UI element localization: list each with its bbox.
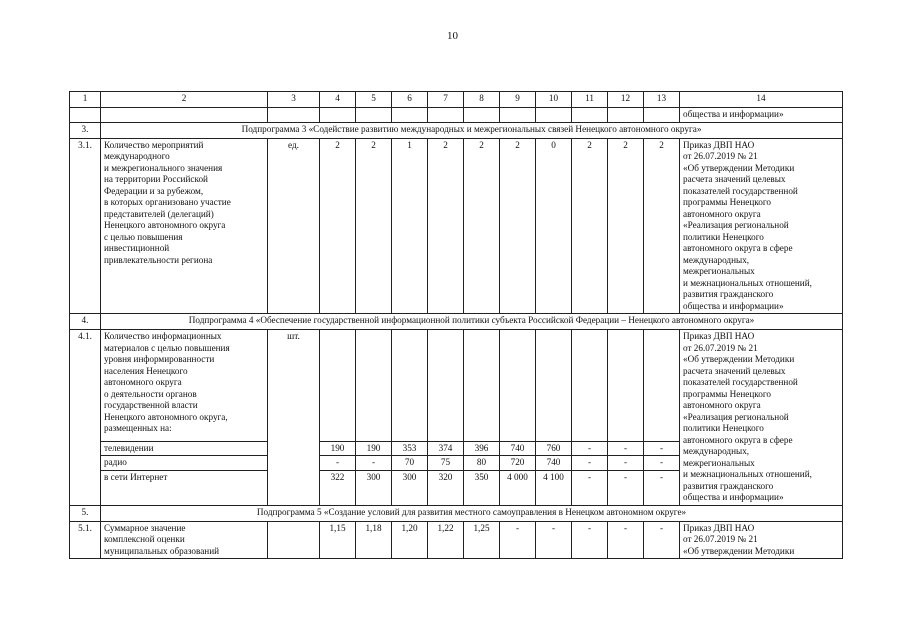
value-cell: - [644, 470, 680, 505]
value-cell: - [644, 456, 680, 471]
header-cell: 7 [428, 92, 464, 108]
header-cell: 5 [356, 92, 392, 108]
section-title: Подпрограмма 5 «Создание условий для развития местного самоуправления в Ненецком автономном округе» [101, 505, 843, 521]
header-cell: 6 [392, 92, 428, 108]
value-cell: - [572, 470, 608, 505]
value-cell: 300 [356, 470, 392, 505]
source-cell: Приказ ДВП НАО от 26.07.2019 № 21 «Об утверждении Методики расчета значений целевых показателей государственной программы Ненецкого автономного округа «Реализация региональной политики Ненецкого автономного округа в сфере международных, межрегиональных и межнациональных отношений, развития гражданского общества и информации» [680, 138, 843, 314]
value-cell: 1 [392, 138, 428, 314]
value-cell: 70 [392, 456, 428, 471]
header-cell: 10 [536, 92, 572, 108]
source-cell: общества и информации» [680, 108, 843, 123]
value-cell: 4 000 [500, 470, 536, 505]
table-header-row [70, 92, 843, 108]
value-cell: 353 [392, 441, 428, 456]
value-cell: 322 [320, 470, 356, 505]
value-cell: 75 [428, 456, 464, 471]
value-cell: 350 [464, 470, 500, 505]
value-cell: 1,22 [428, 521, 464, 559]
value-cell: 2 [500, 138, 536, 314]
value-cell: 2 [428, 138, 464, 314]
section-row [70, 505, 843, 521]
value-cell: 2 [320, 138, 356, 314]
indicator-row [70, 330, 843, 442]
value-cell: - [608, 456, 644, 471]
value-cell: 1,15 [320, 521, 356, 559]
value-cell: - [320, 456, 356, 471]
value-cell: 1,20 [392, 521, 428, 559]
value-cell: 0 [536, 138, 572, 314]
value-cell: 374 [428, 441, 464, 456]
unit-cell [268, 521, 320, 559]
section-number: 3. [70, 122, 101, 138]
value-cell: 396 [464, 441, 500, 456]
value-cell: 80 [464, 456, 500, 471]
header-cell: 11 [572, 92, 608, 108]
page-number: 10 [447, 30, 458, 42]
value-cell: - [608, 521, 644, 559]
continuation-row [70, 108, 843, 123]
header-cell: 8 [464, 92, 500, 108]
value-cell: 2 [644, 138, 680, 314]
source-cell: Приказ ДВП НАО от 26.07.2019 № 21 «Об утверждении Методики [680, 521, 843, 559]
value-cell: 2 [608, 138, 644, 314]
header-cell: 9 [500, 92, 536, 108]
section-title: Подпрограмма 3 «Содействие развитию международных и межрегиональных связей Ненецкого автономного округа» [101, 122, 843, 138]
header-cell: 13 [644, 92, 680, 108]
row-number: 3.1. [70, 138, 101, 314]
header-cell: 1 [70, 92, 101, 108]
value-cell: 760 [536, 441, 572, 456]
header-cell: 3 [268, 92, 320, 108]
section-number: 4. [70, 314, 101, 330]
value-cell: 2 [356, 138, 392, 314]
section-row [70, 122, 843, 138]
value-cell: 1,18 [356, 521, 392, 559]
value-cell: 2 [572, 138, 608, 314]
indicator-name: Количество информационных материалов с целью повышения уровня информированности населения Ненецкого автономного округа о деятельности органов государственной власти Ненецкого автономного округа, размещенных на: [101, 330, 268, 442]
sub-indicator-label: в сети Интернет [101, 470, 268, 505]
value-cell: 2 [464, 138, 500, 314]
value-cell: 190 [320, 441, 356, 456]
value-cell: - [536, 521, 572, 559]
header-cell: 2 [101, 92, 268, 108]
sub-indicator-label: радио [101, 456, 268, 471]
indicator-row [70, 138, 843, 314]
value-cell: - [608, 470, 644, 505]
header-cell: 12 [608, 92, 644, 108]
value-cell: 4 100 [536, 470, 572, 505]
value-cell: 320 [428, 470, 464, 505]
value-cell: - [572, 521, 608, 559]
value-cell: 190 [356, 441, 392, 456]
header-cell: 4 [320, 92, 356, 108]
header-cell: 14 [680, 92, 843, 108]
sub-indicator-label: телевидении [101, 441, 268, 456]
value-cell: - [572, 456, 608, 471]
value-cell: - [644, 441, 680, 456]
value-cell: 740 [536, 456, 572, 471]
source-cell: Приказ ДВП НАО от 26.07.2019 № 21 «Об утверждении Методики расчета значений целевых показателей государственной программы Ненецкого автономного округа «Реализация региональной политики Ненецкого автономного округа в сфере международных, межрегиональных и межнациональных отношений, развития гражданского общества и информации» [680, 330, 843, 506]
value-cell: 740 [500, 441, 536, 456]
value-cell: - [500, 521, 536, 559]
section-number: 5. [70, 505, 101, 521]
row-number: 5.1. [70, 521, 101, 559]
value-cell: - [608, 441, 644, 456]
section-title: Подпрограмма 4 «Обеспечение государственной информационной политики субъекта Российской Федерации – Ненецкого автономного округа» [101, 314, 843, 330]
indicators-table [69, 91, 843, 559]
unit-cell: ед. [268, 138, 320, 314]
unit-cell: шт. [268, 330, 320, 506]
indicator-name: Количество мероприятий международного и межрегионального значения на территории Российской Федерации и за рубежом, в которых организовано участие представителей (делегаций) Ненецкого автономного округа с целью повышения инвестиционной привлекательности региона [101, 138, 268, 314]
value-cell: - [572, 441, 608, 456]
value-cell: - [356, 456, 392, 471]
value-cell: 1,25 [464, 521, 500, 559]
indicator-row [70, 521, 843, 559]
value-cell: 720 [500, 456, 536, 471]
section-row [70, 314, 843, 330]
row-number: 4.1. [70, 330, 101, 506]
value-cell: - [644, 521, 680, 559]
indicator-name: Суммарное значение комплексной оценки муниципальных образований [101, 521, 268, 559]
value-cell: 300 [392, 470, 428, 505]
